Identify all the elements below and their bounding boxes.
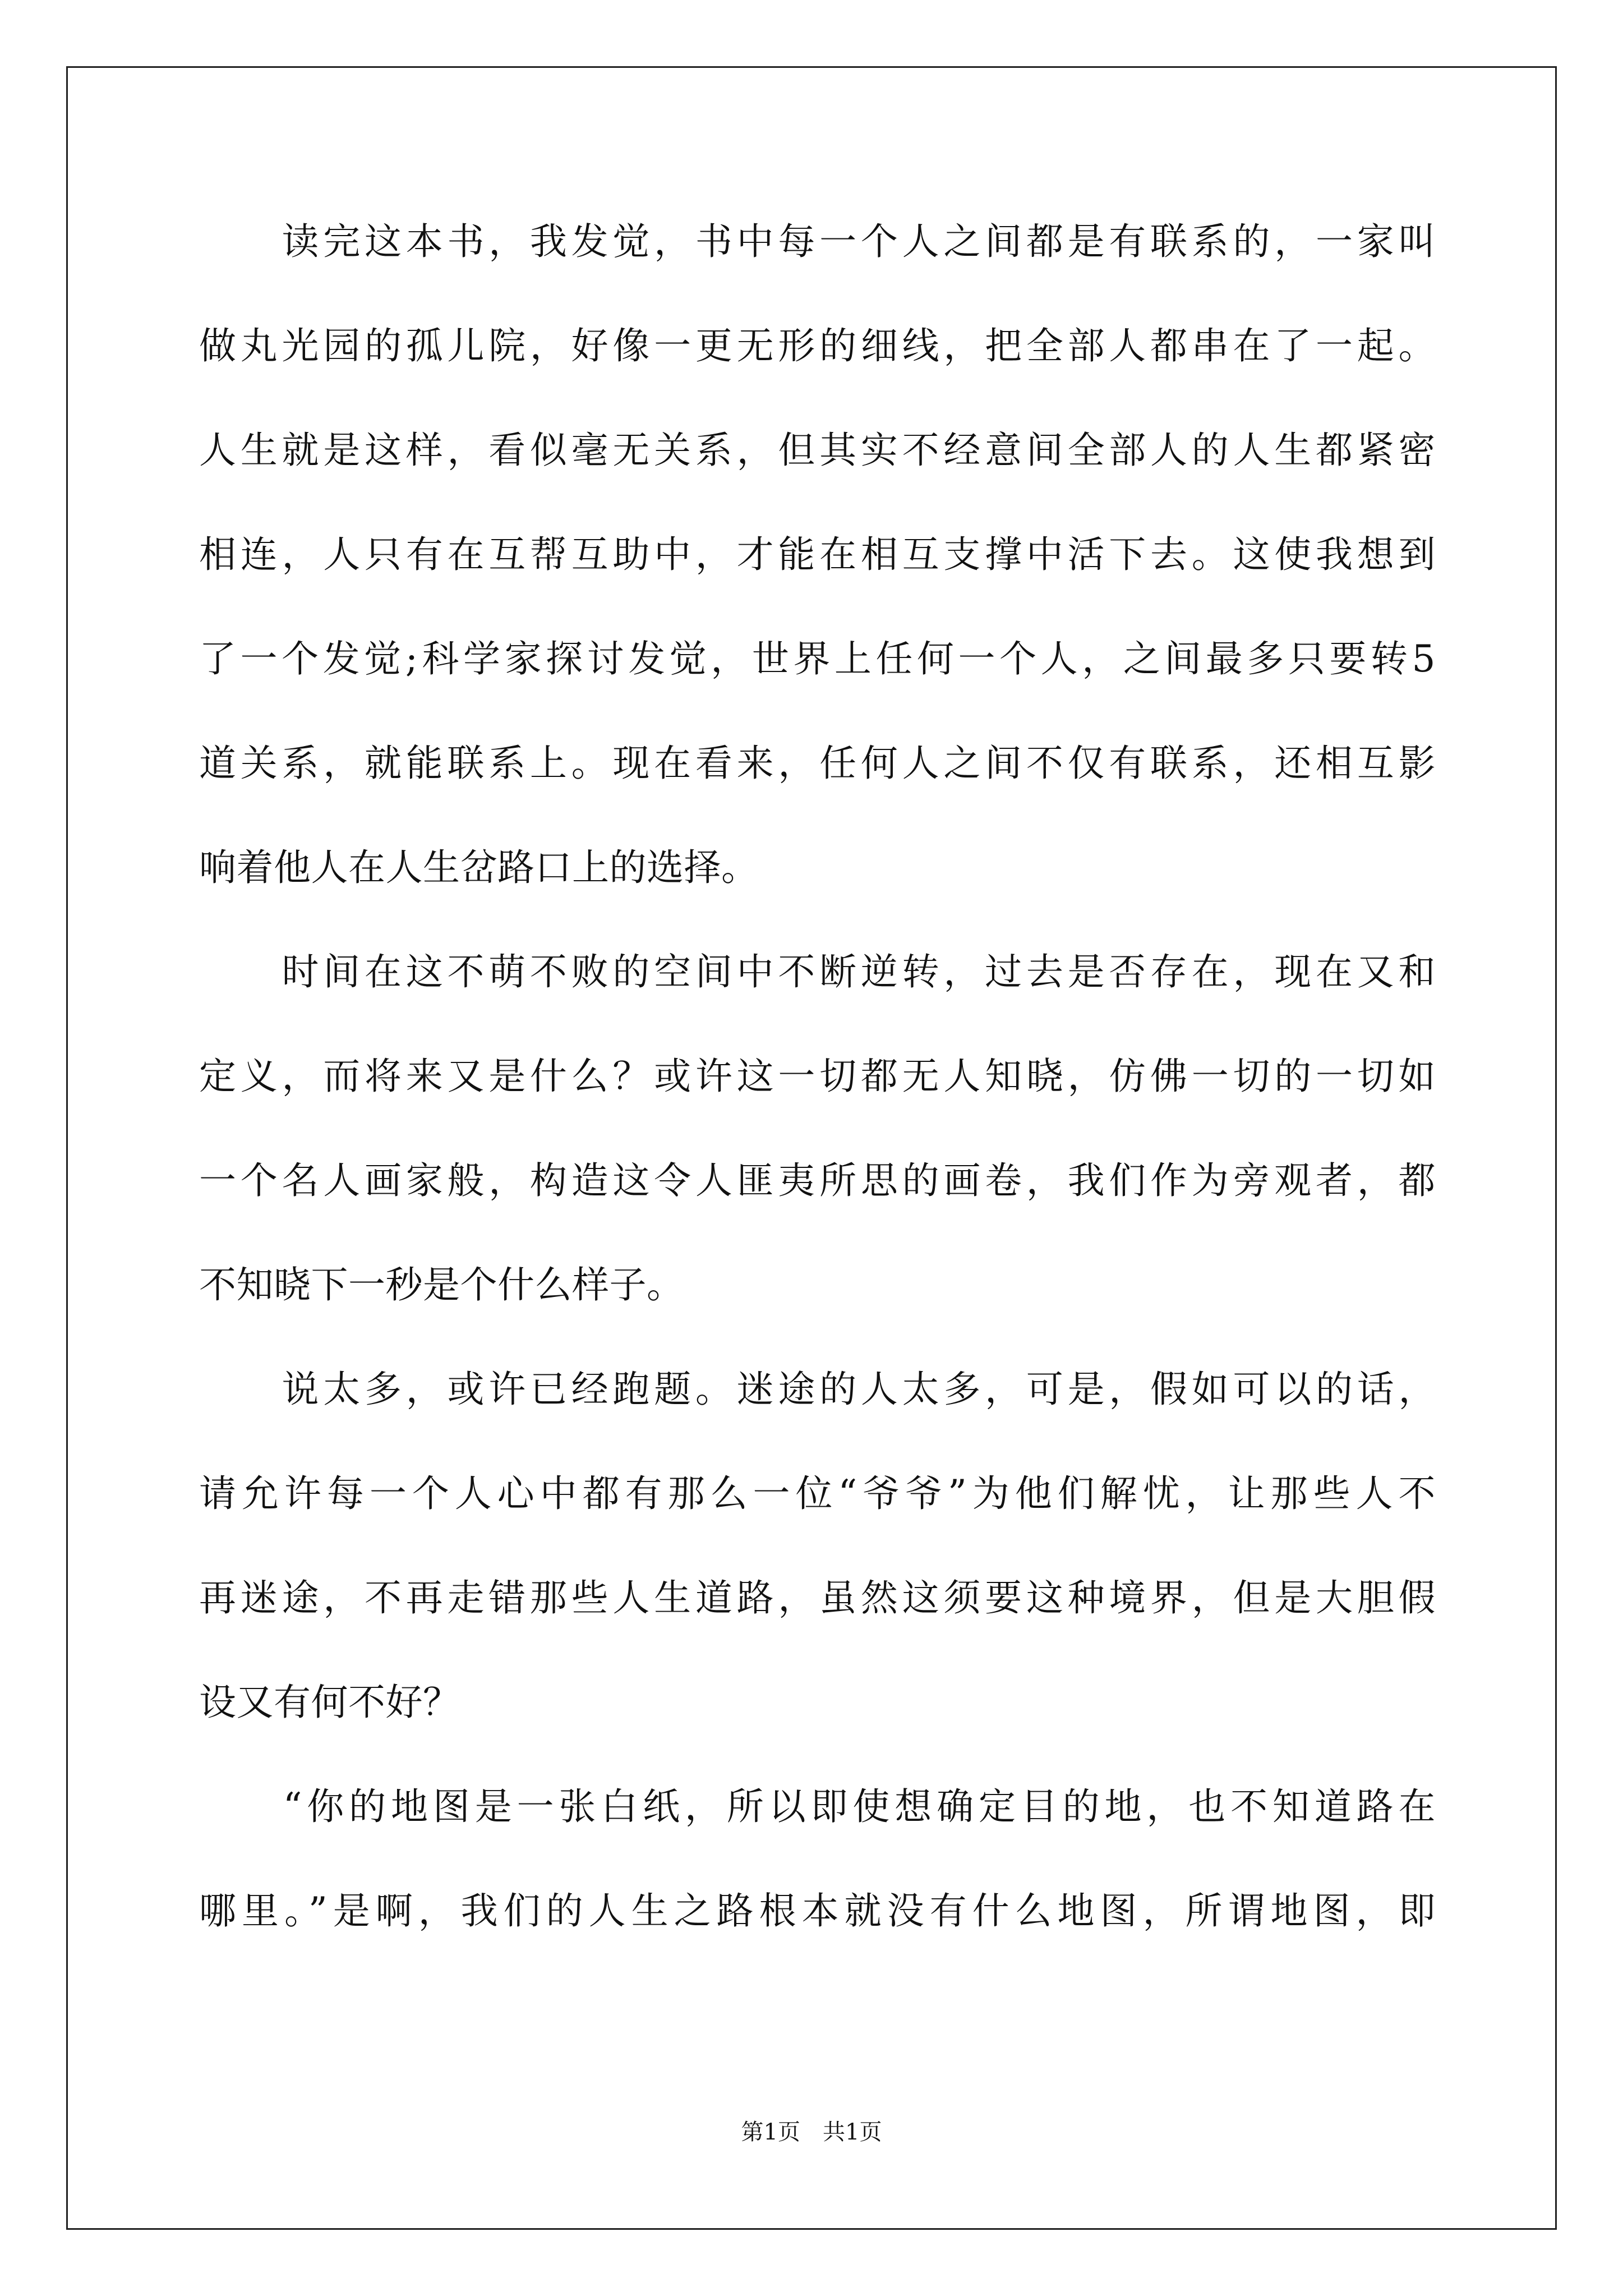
text-line: 哪里。”是啊，我们的人生之路根本就没有什么地图，所谓地图，即 [199,1889,1436,1932]
text-line: 道关系，就能联系上。现在看来，任何人之间不仅有联系，还相互影 [199,742,1436,785]
text-line: 定义，而将来又是什么？或许这一切都无人知晓，仿佛一切的一切如 [199,1055,1436,1098]
page-footer: 第1页 共1页 [741,2119,882,2145]
text-line: 人生就是这样，看似毫无关系，但其实不经意间全部人的人生都紧密 [199,429,1436,472]
text-line: 时间在这不萌不败的空间中不断逆转，过去是否存在，现在又和 [199,950,1436,993]
text-line: 不知晓下一秒是个什么样子。 [199,1263,684,1306]
text-line: 再迷途，不再走错那些人生道路，虽然这须要这种境界，但是大胆假 [199,1576,1436,1619]
text-line: “你的地图是一张白纸，所以即使想确定目的地，也不知道路在 [199,1785,1436,1828]
text-line: 请允许每一个人心中都有那么一位“爷爷”为他们解忧，让那些人不 [199,1472,1436,1515]
text-line: 了一个发觉;科学家探讨发觉，世界上任何一个人，之间最多只要转5 [199,637,1436,680]
text-line: 做丸光园的孤儿院，好像一更无形的细线，把全部人都串在了一起。 [199,324,1436,367]
text-line: 说太多，或许已经跑题。迷途的人太多，可是，假如可以的话， [199,1368,1436,1411]
text-line: 读完这本书，我发觉，书中每一个人之间都是有联系的，一家叫 [199,220,1436,263]
text-line: 响着他人在人生岔路口上的选择。 [199,846,759,889]
text-line: 设又有何不好？ [199,1681,460,1724]
text-line: 相连，人只有在互帮互助中，才能在相互支撑中活下去。这使我想到 [199,533,1436,576]
text-line: 一个名人画家般，构造这令人匪夷所思的画卷，我们作为旁观者，都 [199,1159,1436,1202]
